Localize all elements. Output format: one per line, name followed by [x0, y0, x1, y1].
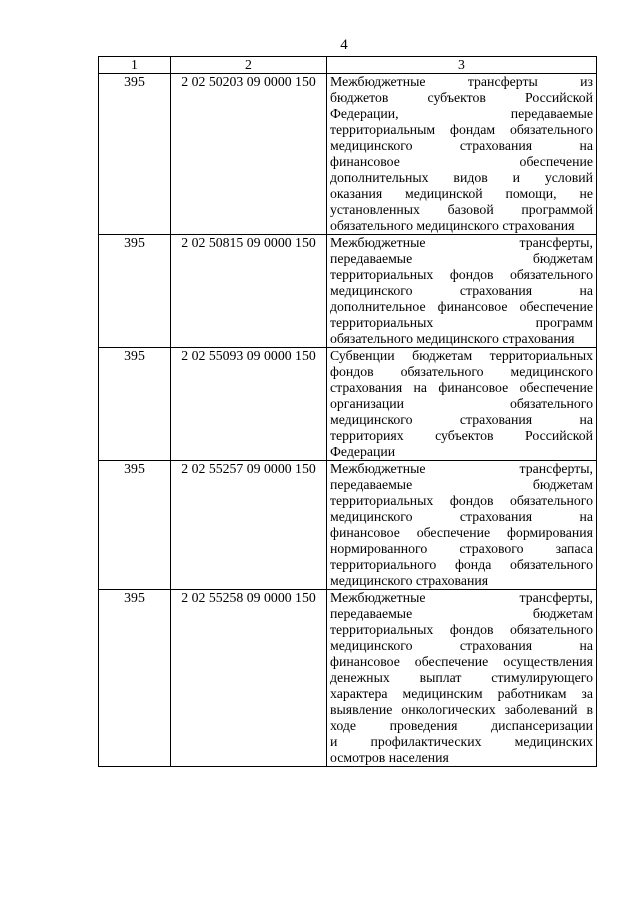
description-line: установленных базовой программой [330, 202, 593, 217]
description-line: передаваемые бюджетам [330, 606, 593, 621]
description-cell [327, 461, 597, 590]
admin-code-cell: 395 [99, 348, 171, 461]
table-body [99, 74, 597, 767]
table-row [99, 461, 597, 590]
description-line: выявление онкологических заболеваний в [330, 702, 593, 717]
description-line: денежных выплат стимулирующего [330, 670, 593, 685]
budget-code-cell: 2 02 55093 09 0000 150 [171, 348, 327, 461]
column-header-3: 3 [327, 57, 597, 74]
description-cell [327, 235, 597, 348]
description-line: передаваемые бюджетам [330, 251, 593, 266]
description-cell [327, 348, 597, 461]
description-line: нормированного страхового запаса [330, 541, 593, 556]
description-line: медицинского страхования на [330, 412, 593, 427]
column-header-2: 2 [171, 57, 327, 74]
description-line: передаваемые бюджетам [330, 477, 593, 492]
table-row [99, 348, 597, 461]
description-line: и профилактических медицинских [330, 734, 593, 749]
description-cell [327, 74, 597, 235]
description-line: медицинского страхования на [330, 509, 593, 524]
description-line: осмотров населения [330, 750, 449, 765]
description-line: дополнительное финансовое обеспечение [330, 299, 593, 314]
description-cell [327, 590, 597, 767]
budget-code-cell: 2 02 50203 09 0000 150 [171, 74, 327, 235]
description-line: обязательного медицинского страхования [330, 331, 575, 346]
description-line: страхования на финансовое обеспечение [330, 380, 593, 395]
description-line: Межбюджетные трансферты, [330, 461, 593, 476]
description-line: медицинского страхования на [330, 638, 593, 653]
description-line: территориального фонда обязательного [330, 557, 593, 572]
admin-code-cell: 395 [99, 461, 171, 590]
description-line: территориальным фондам обязательного [330, 122, 593, 137]
description-line: Федерации [330, 444, 396, 459]
description-line: Межбюджетные трансферты, [330, 590, 593, 605]
admin-code-cell: 395 [99, 74, 171, 235]
description-line: Федерации, передаваемые [330, 106, 593, 121]
budget-codes-table [98, 56, 597, 767]
description-line: медицинского страхования на [330, 138, 593, 153]
description-line: территориальных фондов обязательного [330, 622, 593, 637]
description-line: фондов обязательного медицинского [330, 364, 593, 379]
description-line: территориях субъектов Российской [330, 428, 593, 443]
table-row [99, 74, 597, 235]
description-line: территориальных фондов обязательного [330, 493, 593, 508]
description-line: Межбюджетные трансферты, [330, 235, 593, 250]
admin-code-cell: 395 [99, 235, 171, 348]
description-line: Межбюджетные трансферты из [330, 74, 593, 89]
description-line: обязательного медицинского страхования [330, 218, 575, 233]
table-row [99, 235, 597, 348]
description-line: характера медицинским работникам за [330, 686, 593, 701]
description-line: оказания медицинской помощи, не [330, 186, 593, 201]
description-line: организации обязательного [330, 396, 593, 411]
budget-code-cell: 2 02 55258 09 0000 150 [171, 590, 327, 767]
column-header-1: 1 [99, 57, 171, 74]
table-header-row [99, 57, 597, 74]
description-line: территориальных программ [330, 315, 593, 330]
description-line: медицинского страхования [330, 573, 489, 588]
description-line: финансовое обеспечение формирования [330, 525, 593, 540]
description-line: дополнительных видов и условий [330, 170, 593, 185]
description-line: ходе проведения диспансеризации [330, 718, 593, 733]
description-line: территориальных фондов обязательного [330, 267, 593, 282]
budget-code-cell: 2 02 55257 09 0000 150 [171, 461, 327, 590]
table-row [99, 590, 597, 767]
description-line: бюджетов субъектов Российской [330, 90, 593, 105]
admin-code-cell: 395 [99, 590, 171, 767]
description-line: Субвенции бюджетам территориальных [330, 348, 593, 363]
description-line: медицинского страхования на [330, 283, 593, 298]
description-line: финансовое обеспечение осуществления [330, 654, 593, 669]
description-line: финансовое обеспечение [330, 154, 593, 169]
budget-code-cell: 2 02 50815 09 0000 150 [171, 235, 327, 348]
page-number: 4 [340, 37, 348, 53]
